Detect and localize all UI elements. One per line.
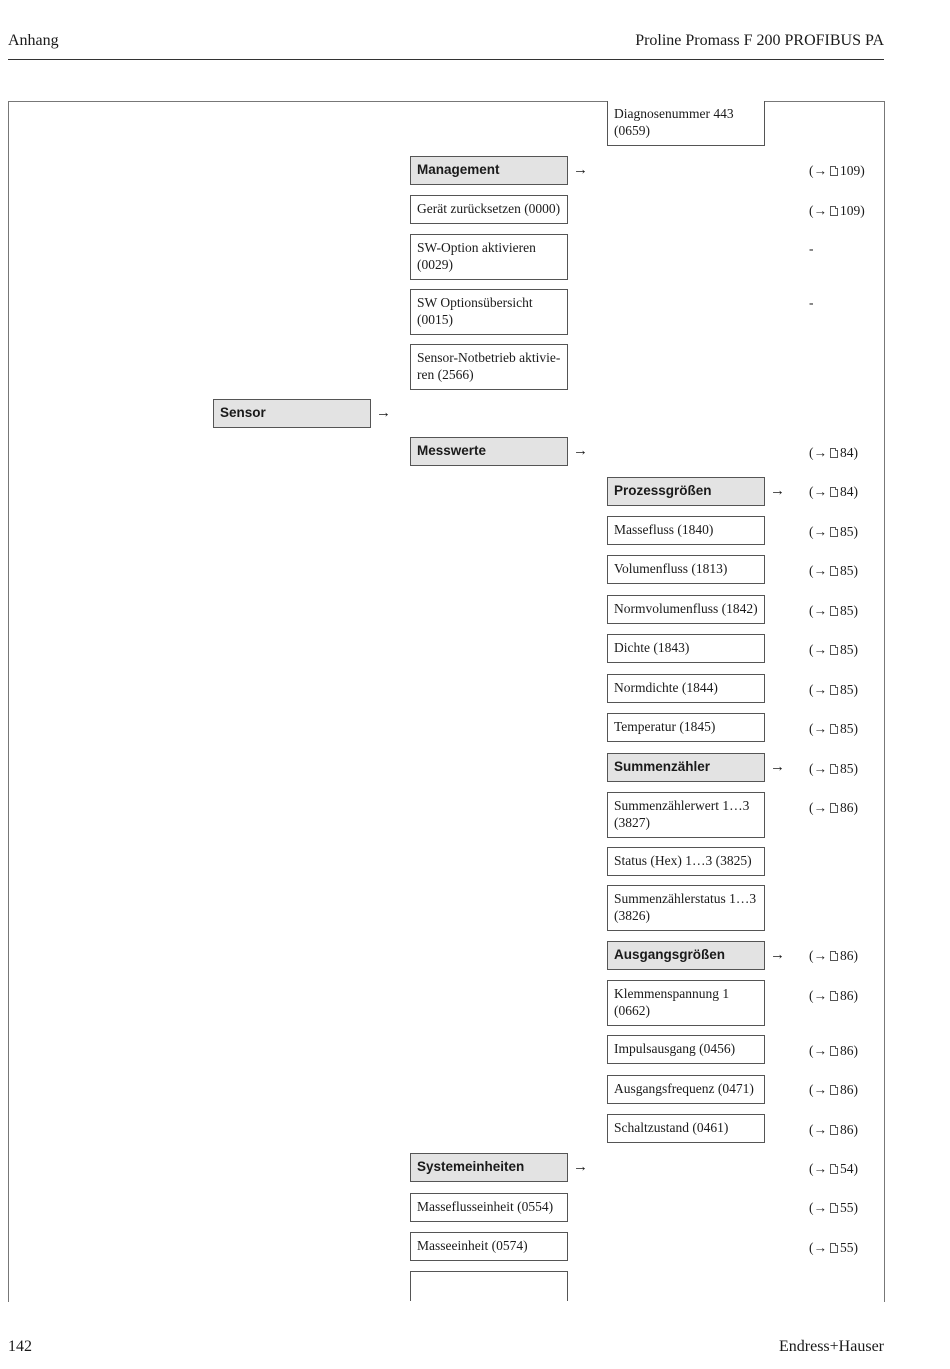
ref-normdichte: (→ 85) (809, 682, 858, 697)
ref-geraet-zuruecksetzen: (→ 109) (809, 203, 865, 218)
management-arrow-icon: → (573, 162, 588, 178)
messwerte-arrow-icon: → (573, 443, 588, 459)
ref-sw-option-aktivieren: - (809, 241, 814, 256)
menu-item-normdichte: Normdichte (1844) (607, 674, 765, 703)
page-reference-icon (830, 487, 838, 497)
menu-group-messwerte: Messwerte (410, 437, 568, 466)
menu-group-sensor: Sensor (213, 399, 371, 428)
menu-item-temperatur: Temperatur (1845) (607, 713, 765, 742)
systemeinheiten-arrow-icon: → (573, 1159, 588, 1175)
menu-group-ausgangsgroessen: Ausgangsgrößen (607, 941, 765, 970)
ausgangsgroessen-arrow-icon: → (770, 947, 785, 963)
prozessgroessen-arrow-icon: → (770, 483, 785, 499)
menu-item-geraet-zuruecksetzen: Gerät zurücksetzen (0000) (410, 195, 568, 224)
ref-impulsausgang: (→ 86) (809, 1043, 858, 1058)
menu-item-dichte: Dichte (1843) (607, 634, 765, 663)
footer-brand: Endress+Hauser (779, 1338, 884, 1355)
page-reference-icon (830, 764, 838, 774)
page-reference-icon (830, 1046, 838, 1056)
header-product-name: Proline Promass F 200 PROFIBUS PA (635, 32, 884, 49)
ref-massefluss: (→ 85) (809, 524, 858, 539)
ref-summenzaehler: (→ 85) (809, 761, 858, 776)
menu-item-summenzaehlerstatus: Summenzählerstatus 1…3 (3826) (607, 885, 765, 931)
ref-masseflusseinheit: (→ 55) (809, 1200, 858, 1215)
ref-prozessgroessen: (→ 84) (809, 484, 858, 499)
menu-group-systemeinheiten: Systemeinheiten (410, 1153, 568, 1182)
page-reference-icon (830, 448, 838, 458)
summenzaehler-arrow-icon: → (770, 759, 785, 775)
ref-summenzaehlerwert: (→ 86) (809, 800, 858, 815)
ref-schaltzustand: (→ 86) (809, 1122, 858, 1137)
sensor-arrow-icon: → (376, 405, 391, 421)
page-number: 142 (8, 1338, 32, 1355)
page-reference-icon (830, 951, 838, 961)
ref-klemmenspannung: (→ 86) (809, 988, 858, 1003)
page-reference-icon (830, 606, 838, 616)
page-reference-icon (830, 803, 838, 813)
ref-ausgangsgroessen: (→ 86) (809, 948, 858, 963)
menu-item-impulsausgang: Impulsausgang (0456) (607, 1035, 765, 1064)
page-reference-icon (830, 991, 838, 1001)
page-reference-icon (830, 166, 838, 176)
menu-item-ausgangsfrequenz: Ausgangsfrequenz (0471) (607, 1075, 765, 1104)
ref-messwerte: (→ 84) (809, 445, 858, 460)
menu-item-normvolumenfluss: Normvolumenfluss (1842) (607, 595, 765, 624)
ref-dichte: (→ 85) (809, 642, 858, 657)
menu-group-summenzaehler: Summenzähler (607, 753, 765, 782)
menu-item-sw-option-aktivieren: SW-Option aktivieren (0029) (410, 234, 568, 280)
menu-item-schaltzustand: Schaltzustand (0461) (607, 1114, 765, 1143)
page-reference-icon (830, 206, 838, 216)
menu-item-continued (410, 1271, 568, 1301)
page-reference-icon (830, 724, 838, 734)
menu-item-sw-optionsuebersicht: SW Optionsübersicht (0015) (410, 289, 568, 335)
menu-item-volumenfluss: Volumenfluss (1813) (607, 555, 765, 584)
page-reference-icon (830, 1125, 838, 1135)
page-reference-icon (830, 1203, 838, 1213)
page-reference-icon (830, 645, 838, 655)
menu-item-summenzaehlerwert: Summenzählerwert 1…3 (3827) (607, 792, 765, 838)
ref-sw-optionsuebersicht: - (809, 295, 814, 310)
ref-ausgangsfrequenz: (→ 86) (809, 1082, 858, 1097)
page-reference-icon (830, 685, 838, 695)
header-section-title: Anhang (8, 32, 59, 49)
menu-group-prozessgroessen: Prozessgrößen (607, 477, 765, 506)
ref-temperatur: (→ 85) (809, 721, 858, 736)
ref-normvolumenfluss: (→ 85) (809, 603, 858, 618)
menu-item-massefluss: Massefluss (1840) (607, 516, 765, 545)
page-reference-icon (830, 527, 838, 537)
ref-systemeinheiten: (→ 54) (809, 1161, 858, 1176)
menu-item-sensor-notbetrieb: Sensor-Notbetrieb aktivie- ren (2566) (410, 344, 568, 390)
ref-management: (→ 109) (809, 163, 865, 178)
menu-item-status-hex: Status (Hex) 1…3 (3825) (607, 847, 765, 876)
page-reference-icon (830, 1085, 838, 1095)
ref-volumenfluss: (→ 85) (809, 563, 858, 578)
page-reference-icon (830, 1164, 838, 1174)
page-reference-icon (830, 1243, 838, 1253)
menu-item-masseeinheit: Masseeinheit (0574) (410, 1232, 568, 1261)
header-rule (8, 59, 884, 60)
ref-masseeinheit: (→ 55) (809, 1240, 858, 1255)
menu-item-diagnosenummer: Diagnosenummer 443 (0659) (607, 101, 765, 146)
menu-group-management: Management (410, 156, 568, 185)
page-reference-icon (830, 566, 838, 576)
menu-item-klemmenspannung: Klemmenspannung 1 (0662) (607, 980, 765, 1026)
menu-item-masseflusseinheit: Masseflusseinheit (0554) (410, 1193, 568, 1222)
